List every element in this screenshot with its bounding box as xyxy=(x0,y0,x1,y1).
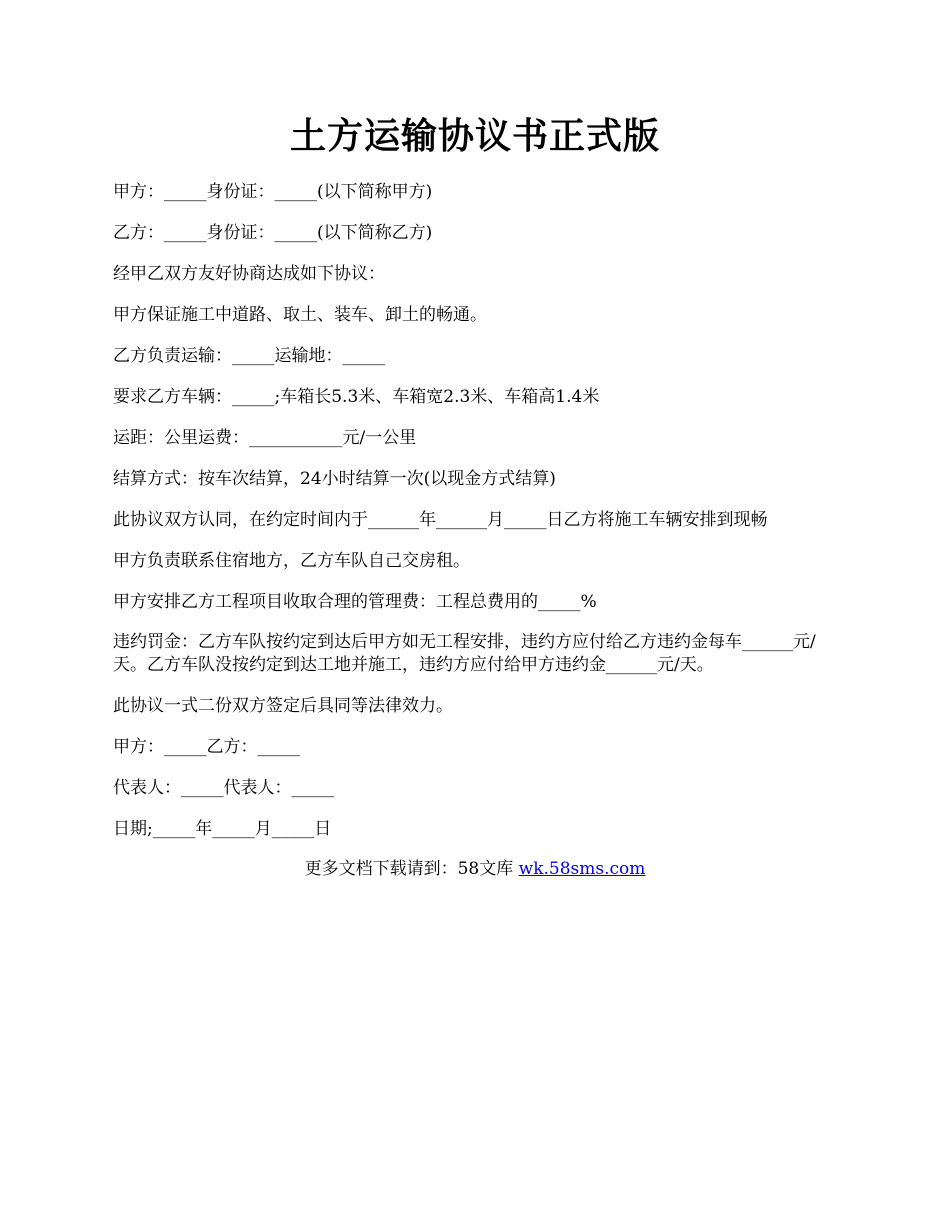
party-a-line: 甲方：_____身份证：_____(以下简称甲方) xyxy=(113,182,433,202)
document-title: 土方运输协议书正式版 xyxy=(289,115,660,157)
footer-text: 更多文档下载请到：58文库 xyxy=(304,859,519,879)
clause-settlement: 结算方式：按车次结算，24小时结算一次(以现金方式结算) xyxy=(113,469,556,489)
clause-vehicle-requirements: 要求乙方车辆：_____;车箱长5.3米、车箱宽2.3米、车箱高1.4米 xyxy=(113,387,600,407)
clause-accommodation: 甲方负责联系住宿地方，乙方车队自己交房租。 xyxy=(113,551,470,571)
download-footer xyxy=(0,857,950,881)
clause-schedule: 此协议双方认同，在约定时间内于______年______月_____日乙方将施工车辆安排到现畅 xyxy=(113,510,768,530)
clause-distance-fee: 运距：公里运费：___________元/一公里 xyxy=(113,428,417,448)
footer-link[interactable]: wk.58sms.com xyxy=(518,859,646,879)
agreement-intro: 经甲乙双方友好协商达成如下协议： xyxy=(113,264,385,284)
signature-representatives: 代表人：_____代表人：_____ xyxy=(113,778,334,798)
clause-transport: 乙方负责运输：_____运输地：_____ xyxy=(113,346,385,366)
clause-road-access: 甲方保证施工中道路、取土、装车、卸土的畅通。 xyxy=(113,305,487,325)
party-b-line: 乙方：_____身份证：_____(以下简称乙方) xyxy=(113,223,433,243)
clause-penalty: 违约罚金：乙方车队按约定到达后甲方如无工程安排，违约方应付给乙方违约金每车______元/天。乙方车队没按约定到达工地并施工，违约方应付给甲方违约金______元/天。 xyxy=(113,632,816,675)
clause-management-fee: 甲方安排乙方工程项目收取合理的管理费：工程总费用的_____% xyxy=(113,592,597,612)
clause-validity: 此协议一式二份双方签定后具同等法律效力。 xyxy=(113,696,453,716)
signature-date: 日期;_____年_____月_____日 xyxy=(113,819,332,839)
agreement-body xyxy=(113,180,843,858)
signature-parties: 甲方：_____乙方：_____ xyxy=(113,737,300,757)
